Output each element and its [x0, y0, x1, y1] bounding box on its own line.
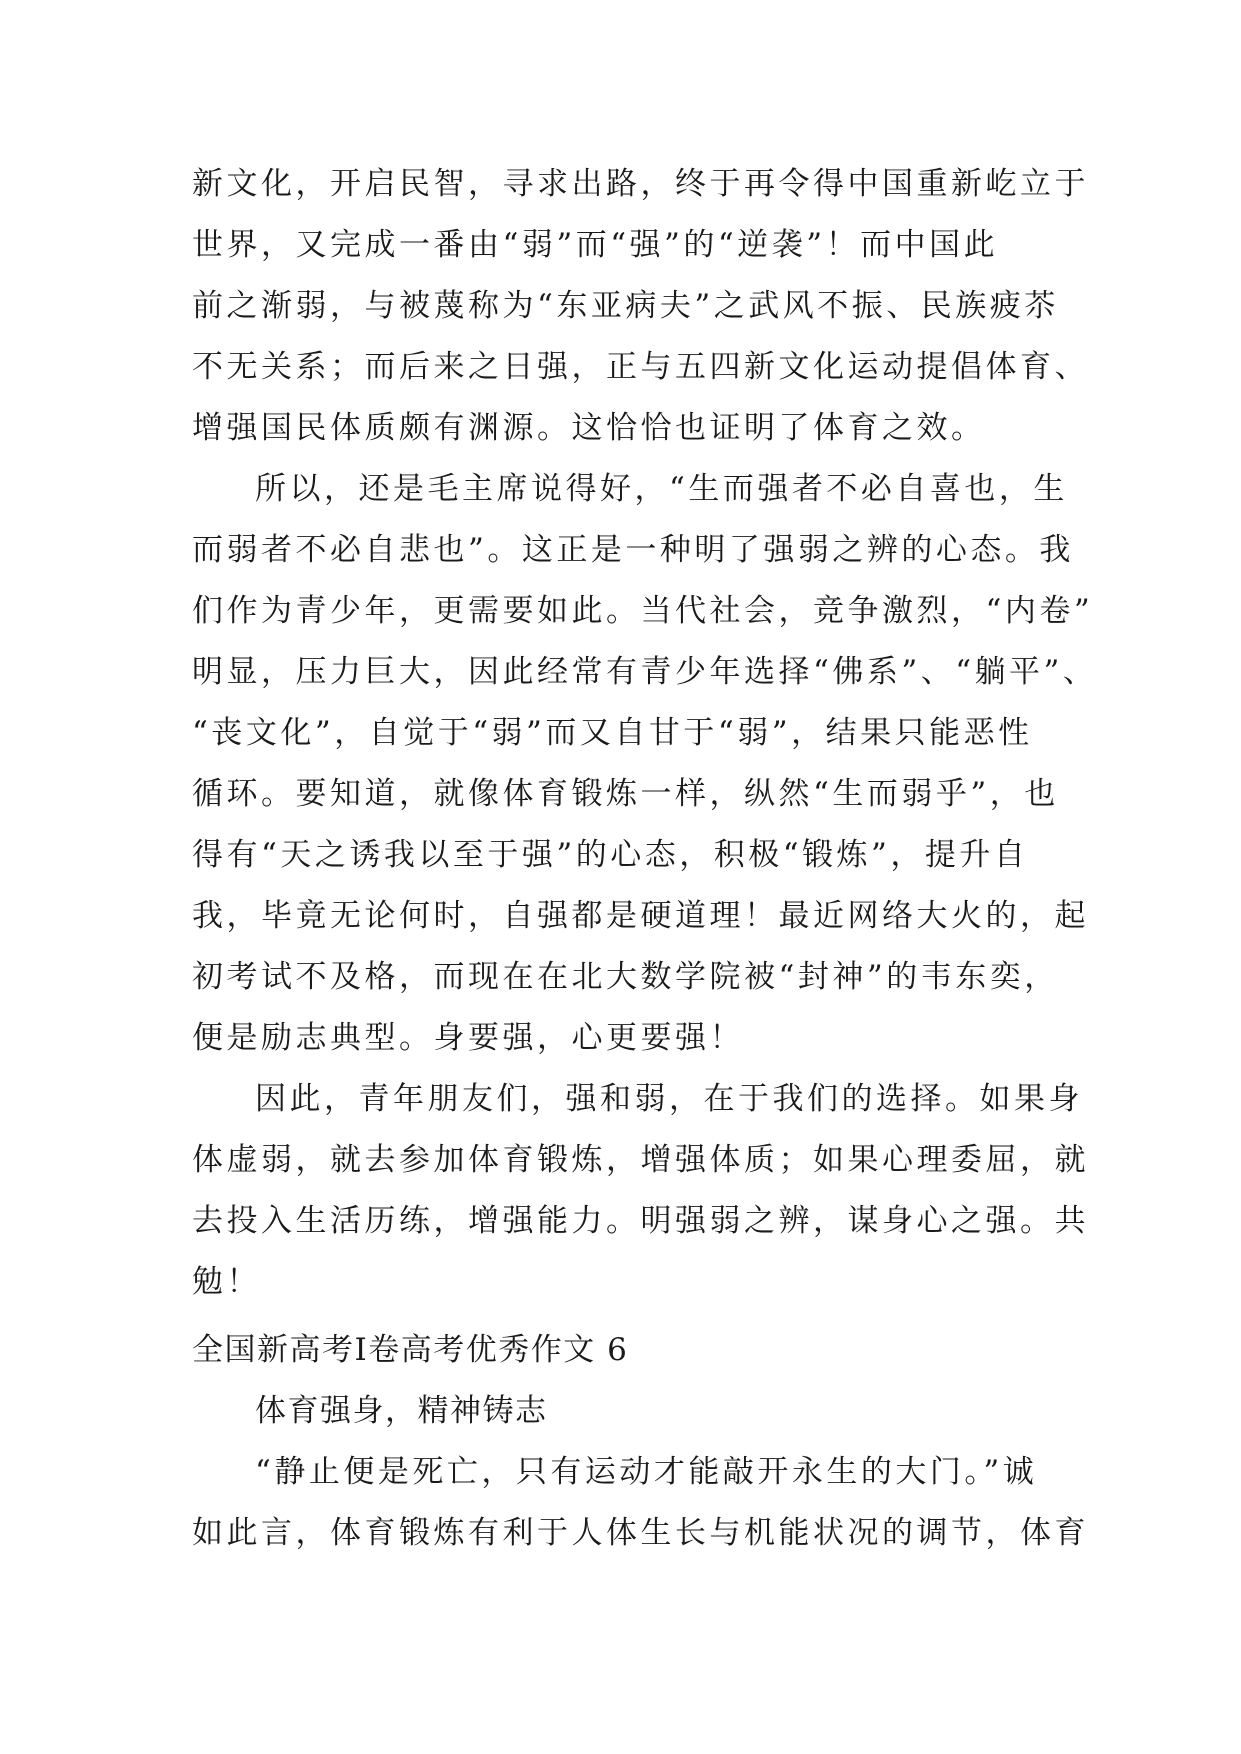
text-line: 不无关系；而后来之日强，正与五四新文化运动提倡体育、: [192, 349, 1089, 385]
text-line: 便是励志典型。身要强，心更要强！: [192, 1020, 744, 1056]
text-line: 得有“天之诱我以至于强”的心态，积极“锻炼”，提升自: [192, 837, 1029, 873]
section-heading: 全国新高考Ⅰ卷高考优秀作文 6: [192, 1332, 629, 1368]
text-line: 初考试不及格，而现在在北大数学院被“封神”的韦东奕，: [192, 959, 1059, 995]
text-line: 我，毕竟无论何时，自强都是硬道理！最近网络大火的，起: [192, 898, 1089, 934]
text-line: 明显，压力巨大，因此经常有青少年选择“佛系”、“躺平”、: [192, 654, 1098, 690]
text-line: 勉！: [192, 1264, 261, 1300]
text-line: 而弱者不必自悲也”。这正是一种明了强弱之辨的心态。我: [192, 532, 1074, 568]
text-line: 增强国民体质颇有渊源。这恰恰也证明了体育之效。: [192, 410, 986, 446]
text-line: 如此言，体育锻炼有利于人体生长与机能状况的调节，体育: [192, 1515, 1089, 1551]
text-line: 前之渐弱，与被蔑称为“东亚病夫”之武风不振、民族疲苶: [192, 288, 1059, 324]
text-line: 们作为青少年，更需要如此。当代社会，竞争激烈，“内卷”: [192, 593, 1094, 629]
text-line: 因此，青年朋友们，强和弱，在于我们的选择。如果身: [255, 1081, 1083, 1117]
text-line: “静止便是死亡，只有运动才能敲开永生的大门。”诚: [255, 1454, 1038, 1490]
text-line: 所以，还是毛主席说得好，“生而强者不必自喜也，生: [255, 471, 1068, 507]
essay-title: 体育强身，精神铸志: [255, 1393, 548, 1429]
text-line: 循环。要知道，就像体育锻炼一样，纵然“生而弱乎”，也: [192, 776, 1059, 812]
text-line: 世界，又完成一番由“弱”而“强”的“逆袭”！而中国此: [192, 227, 999, 263]
text-line: 去投入生活历练，增强能力。明强弱之辨，谋身心之强。共: [192, 1203, 1089, 1239]
next-essay: [192, 1320, 1092, 1564]
text-line: 新文化，开启民智，寻求出路，终于再令得中国重新屹立于: [192, 166, 1089, 202]
essay-continuation: [192, 154, 1098, 1313]
text-line: “丧文化”，自觉于“弱”而又自甘于“弱”，结果只能恶性: [192, 715, 1033, 751]
text-line: 体虚弱，就去参加体育锻炼，增强体质；如果心理委屈，就: [192, 1142, 1089, 1178]
